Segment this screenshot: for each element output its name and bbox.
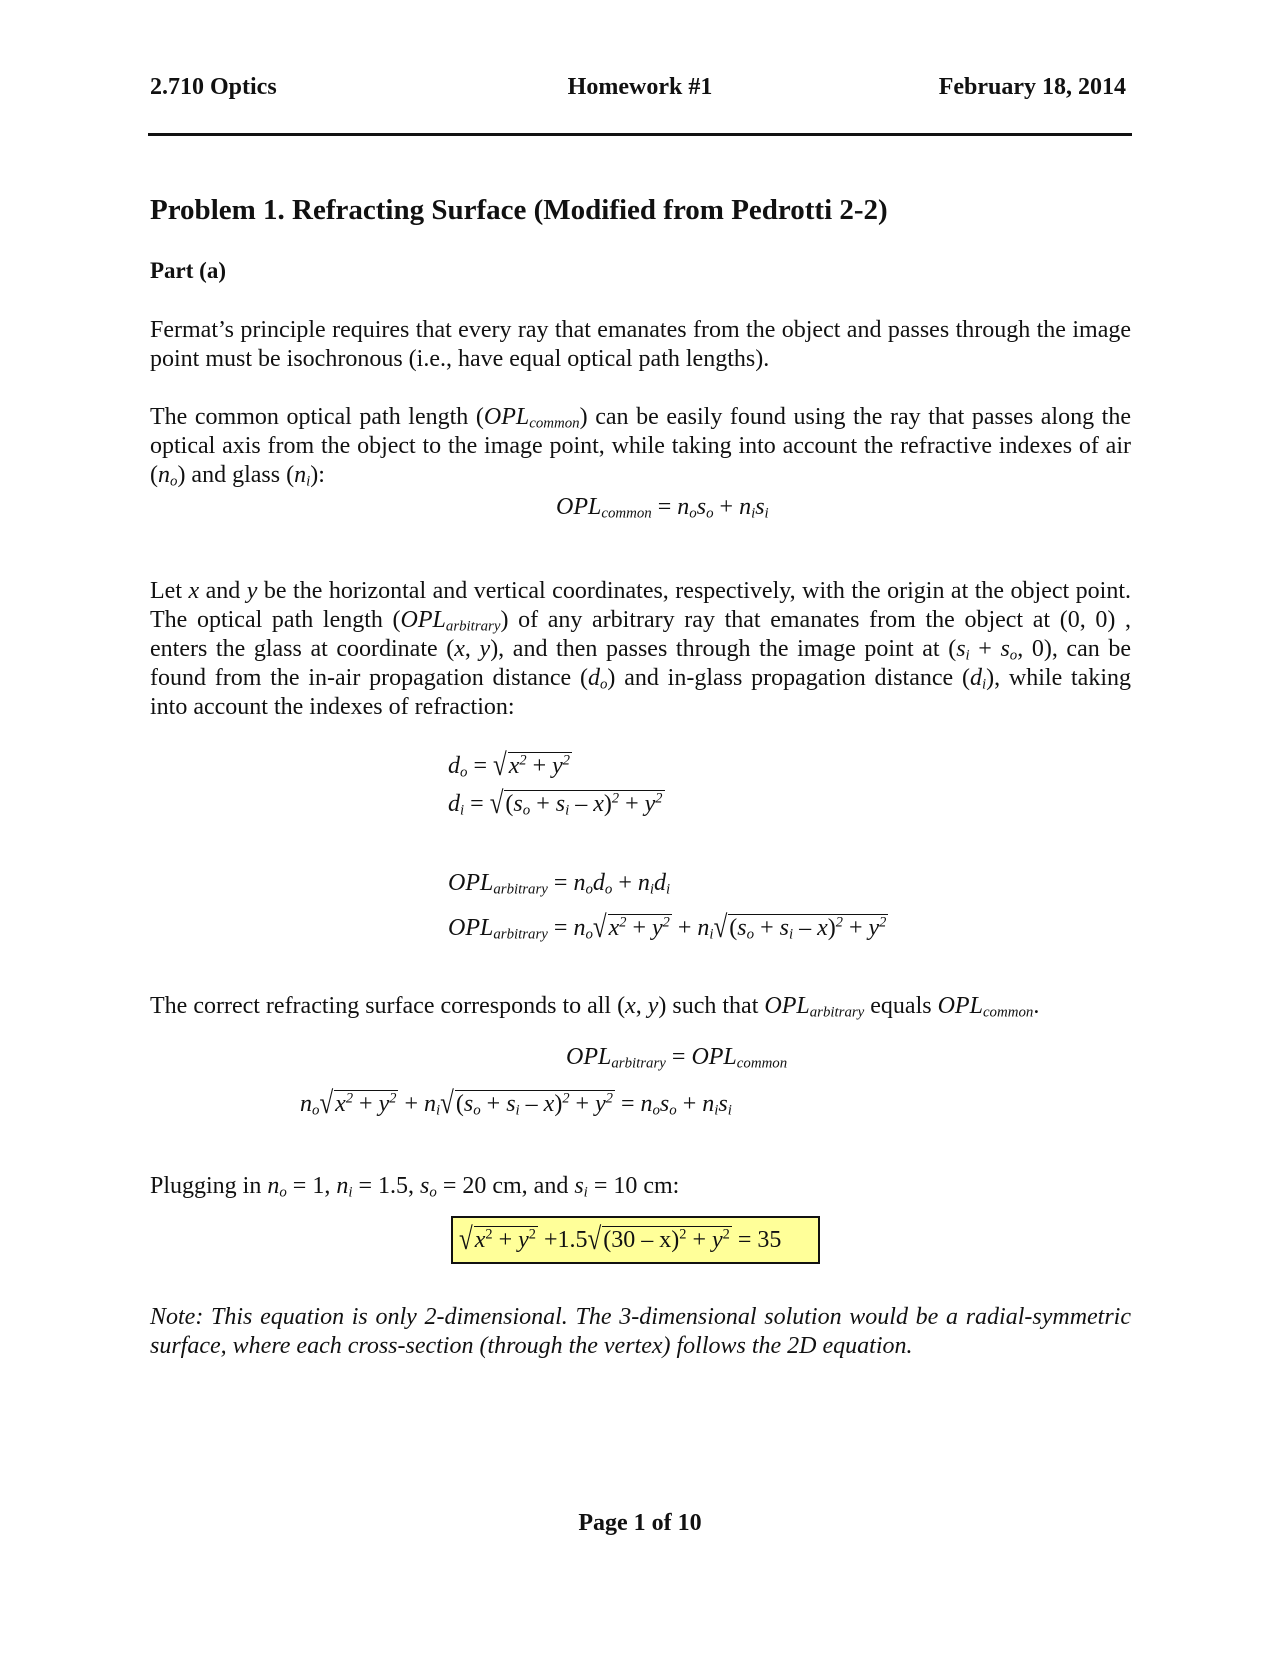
boxed-final-equation: $√x^2 + y^2 +1.5√(30 - x)^2 + y^2 = 35$	[451, 1216, 820, 1264]
header-date: February 18, 2014	[938, 74, 1126, 100]
page-number: Page 1 of 10	[578, 1510, 702, 1536]
header-rule	[148, 133, 1132, 136]
header-assignment: Homework #1	[567, 74, 713, 100]
problem-title: Problem 1. Refracting Surface (Modified from Pedrotti 2-2)	[150, 194, 888, 226]
equation-opl-arbitrary-2: $OPL_{arbitrary} = n_o√x^2 + y^2 + n_i√(s_o + s_i - x)^2 + y^2$	[448, 910, 887, 945]
paragraph-common-opl: The common optical path length $(OPL_{common})$ can be easily found using the ray that passes along the optical axis from the object to the image point, while taking into account the refractive indexes of air $(n_o)$ and glass $(n_i)$:	[150, 404, 1131, 490]
note-paragraph: Note: This equation is only 2-dimensional. The 3-dimensional solution would be a radial-symmetric surface, where each cross-section (through the vertex) follows the 2D equation.	[150, 1304, 1131, 1359]
equation-surface-general: $n_o√x^2 + y^2 + n_i√(s_o + s_i - x)^2 + y^2 = n_os_o + n_is_i$	[300, 1086, 732, 1121]
equation-do: $d_o = √x^2 + y^2$	[448, 748, 570, 783]
header-course: 2.710 Optics	[150, 74, 277, 100]
equation-di: $d_i = √(s_o + s_i - x)^2 + y^2$	[448, 786, 663, 821]
paragraph-surface-condition: The correct refracting surface corresponds to all (x, y) such that $OPL_{arbitrary}$ equals $OPL_{common}$.	[150, 993, 1040, 1021]
paragraph-fermat: Fermat’s principle requires that every ray that emanates from the object and passes through the image point must be isochronous (i.e., have equal optical path lengths).	[150, 317, 1131, 372]
equation-opl-common: $OPL_{common} = n_os_o + n_is_i$	[556, 494, 769, 522]
part-label: Part (a)	[150, 258, 226, 283]
paragraph-plugging-values: Plugging in $n_o = 1$, $n_i = 1.5$, $s_o = 20$ cm, and $s_i = 10$ cm:	[150, 1173, 680, 1201]
paragraph-arbitrary-ray: Let x and y be the horizontal and vertical coordinates, respectively, with the origin at the object point. The optical path length $(OPL_{arbitrary})$ of any arbitrary ray that emanates from the object at (0, 0) , enters the glass at coordinate (x, y), and then passes through the image point at ($s_i + s_o$, 0), can be found from the in-air propagation distance $(d_o)$ and in-glass propagation distance $(d_i)$, while taking into account the indexes of refraction:	[150, 578, 1132, 720]
equation-opl-arbitrary-1: $OPL_{arbitrary} = n_od_o + n_id_i$	[448, 870, 671, 898]
equation-opl-equal: $OPL_{arbitrary} = OPL_{common}$	[566, 1044, 788, 1072]
